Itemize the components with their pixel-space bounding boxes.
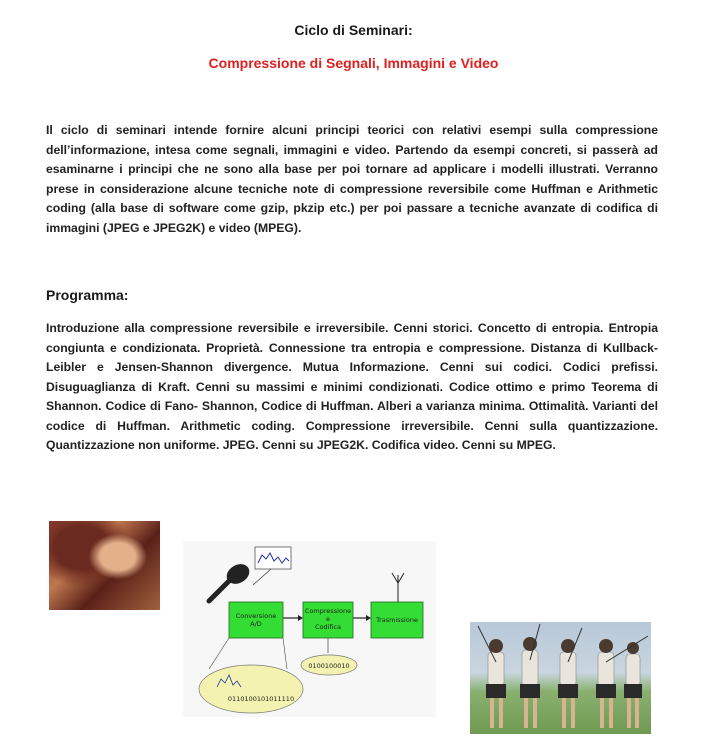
zoom-line-left	[209, 638, 229, 669]
box2-line3: Codifica	[314, 623, 342, 631]
head-4	[599, 639, 613, 653]
golfer-4	[598, 652, 614, 686]
head-1	[489, 639, 503, 653]
legs-5a	[627, 698, 631, 728]
golf-figures	[470, 622, 651, 734]
legs-5b	[635, 698, 639, 728]
arrow-2-head	[366, 615, 371, 621]
signal-connector	[253, 569, 271, 585]
golfer-3	[560, 652, 576, 686]
skirt-4	[596, 684, 616, 698]
skirt-1	[486, 684, 506, 698]
bits-short: 0100100010	[308, 662, 350, 670]
box1-line1: Conversione	[235, 612, 277, 620]
legs-1b	[499, 698, 503, 728]
bits-ellipse-long	[199, 665, 303, 713]
legs-2a	[524, 698, 528, 728]
legs-4a	[600, 698, 604, 728]
portrait-photo	[49, 521, 160, 610]
box3-label: Trasmissione	[376, 616, 418, 624]
box2-line1: Compressione	[304, 607, 352, 615]
legs-3a	[562, 698, 566, 728]
golfer-1	[488, 652, 504, 686]
box1-line2: A/D	[250, 620, 262, 628]
skirt-3	[558, 684, 578, 698]
intro-paragraph: Il ciclo di seminari intende fornire alcuni principi teorici con relativi esempi sulla compressione dell’informazione, intesa come segnali, immagini e video. Partendo da esempi concreti, si passerà ad esaminarne i principi che ne sono alla base per poi tornare ad applicare i modelli illustrati. Verranno prese in considerazione alcune tecniche note di compressione reversibile come Huffman e Arithmetic coding (alla base di software come gzip, pkzip etc.) per poi passare a tecniche avanzate di codifica di immagini (JPEG e JPEG2K) e video (MPEG).	[46, 123, 658, 235]
skirt-2	[520, 684, 540, 698]
golfer-2	[522, 650, 538, 686]
arrow-1-head	[298, 615, 303, 621]
legs-4b	[609, 698, 613, 728]
microphone-handle	[209, 581, 229, 601]
golf-swing-photo	[470, 622, 651, 734]
document-title: Ciclo di Seminari:	[294, 22, 413, 38]
legs-3b	[571, 698, 575, 728]
bits-long: 0110100101011110	[227, 695, 295, 703]
legs-2b	[533, 698, 537, 728]
diagram-svg	[183, 541, 436, 717]
compression-diagram	[183, 541, 436, 717]
document-subtitle: Compressione di Segnali, Immagini e Video	[208, 55, 499, 71]
box2-line2: e	[326, 615, 330, 623]
program-heading: Programma:	[46, 287, 129, 303]
skirt-5	[624, 684, 642, 698]
zoom-line-right	[283, 638, 287, 669]
program-paragraph: Introduzione alla compressione reversibile e irreversibile. Cenni storici. Concetto di entropia. Entropia congiunta e condizionata. Proprietà. Connessione tra entropia e compressione. Distanza di Kullback-Leibler e Jensen-Shannon divergence. Mutua Informazione. Cenni sui codici. Codici prefissi. Disuguaglianza di Kraft. Cenni su massimi e minimi condizionati. Codice ottimo e primo Teorema di Shannon. Codice di Fano- Shannon, Codice di Huffman. Alberi a varianza minima. Ottimalità. Varianti del codice di Huffman. Arithmetic coding. Compressione irreversibile. Cenni sulla quantizzazione. Quantizzazione non uniforme. JPEG. Cenni su JPEG2K. Codifica video. Cenni su MPEG.	[46, 321, 658, 452]
golfer-5	[626, 654, 640, 686]
legs-1a	[490, 698, 494, 728]
